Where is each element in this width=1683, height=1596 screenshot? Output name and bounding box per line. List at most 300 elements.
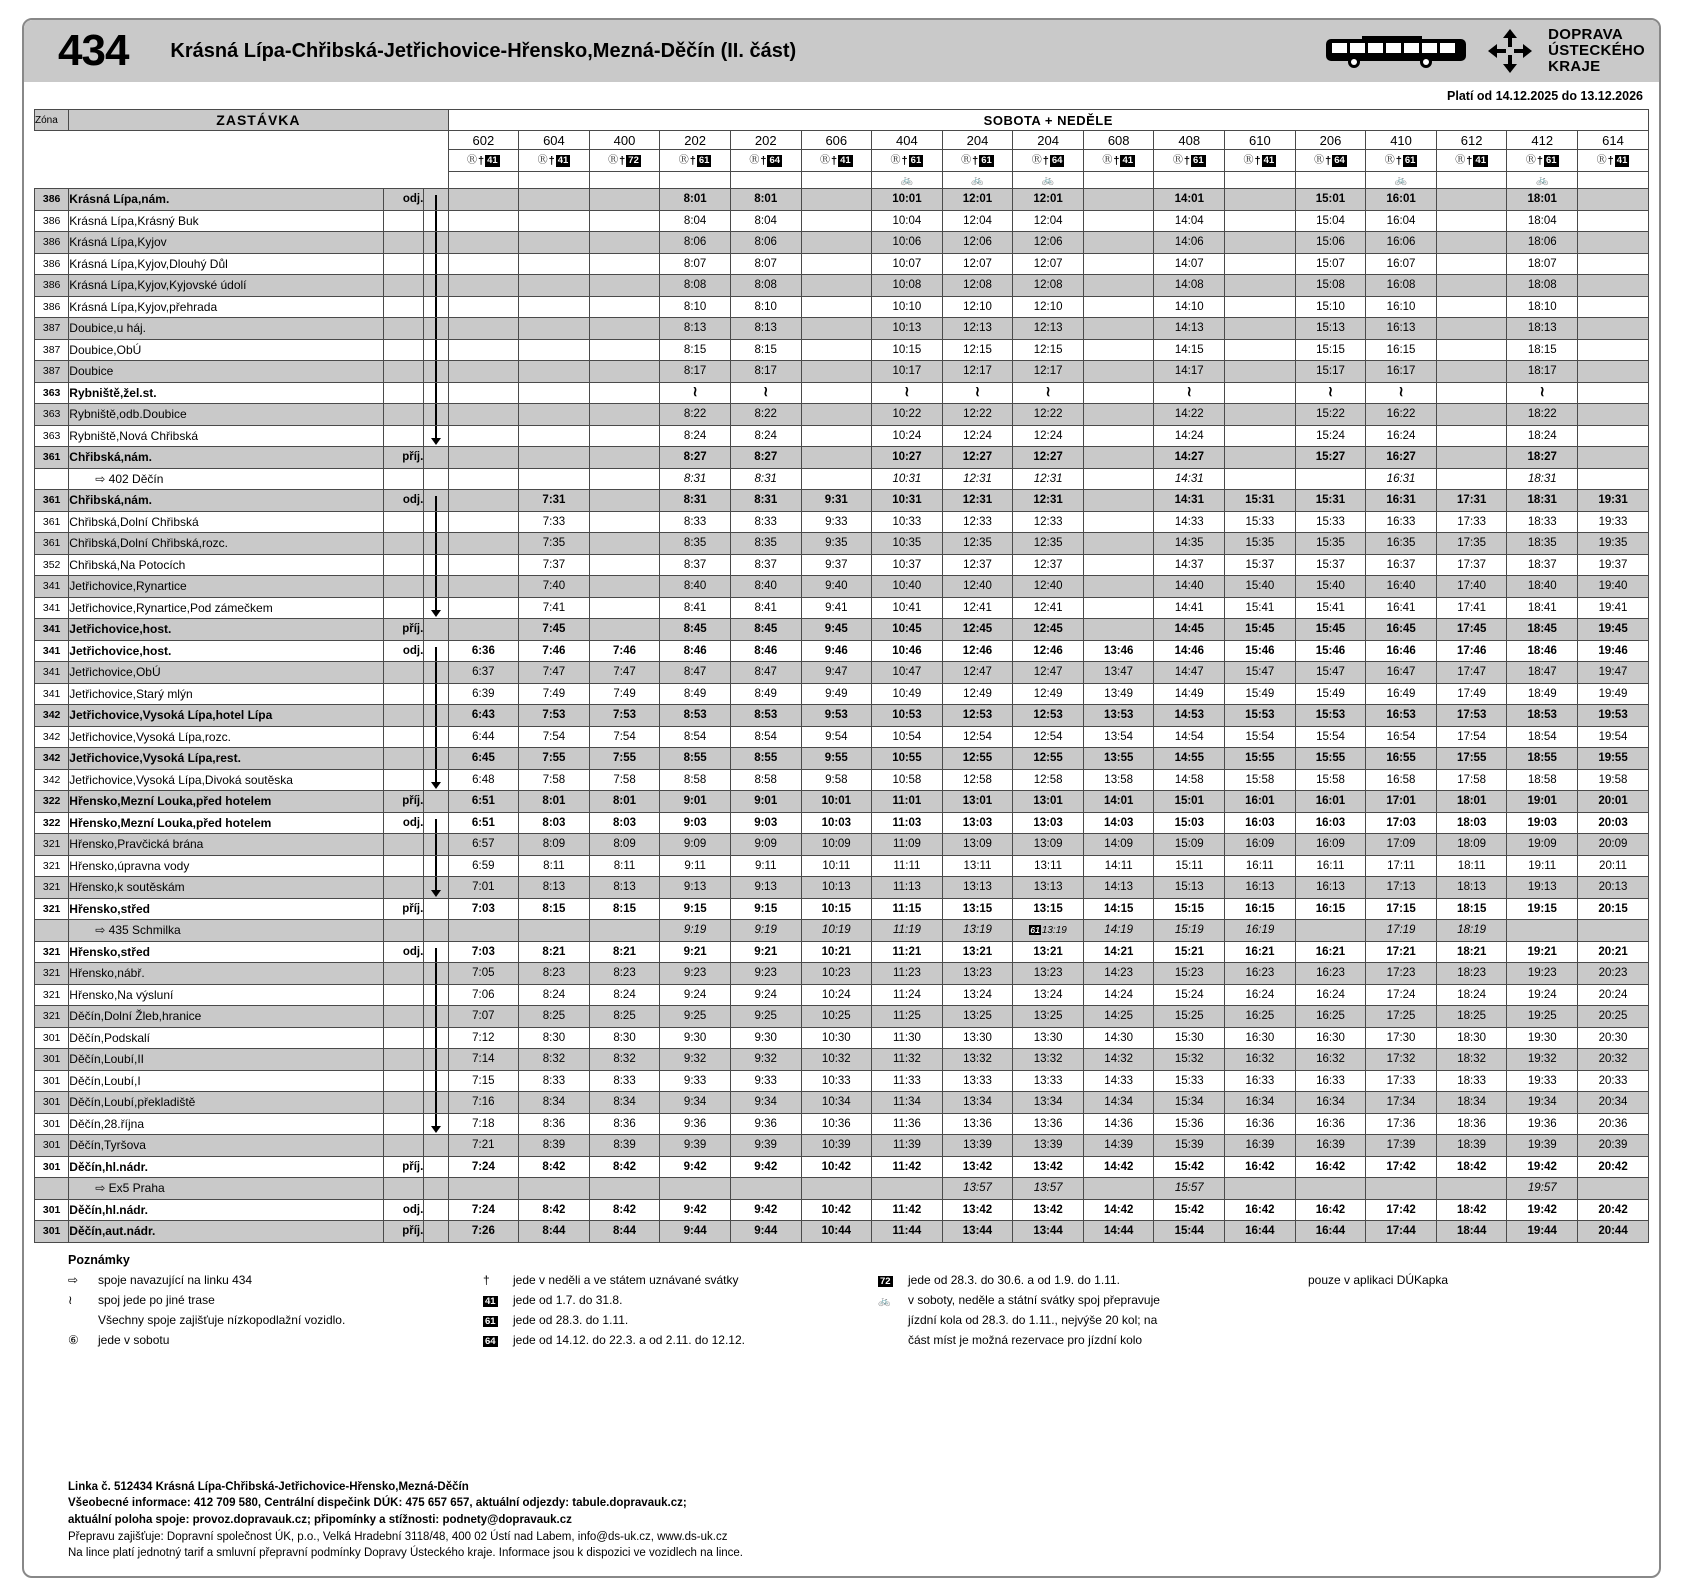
time-cell: 10:01 (801, 791, 872, 813)
time-cell: 15:37 (1295, 554, 1366, 576)
time-cell: 9:03 (730, 812, 801, 834)
time-cell: 10:30 (801, 1027, 872, 1049)
time-cell: 8:10 (730, 296, 801, 318)
time-cell: 16:03 (1225, 812, 1296, 834)
time-cell: 8:33 (519, 1070, 590, 1092)
time-cell: 7:46 (589, 640, 660, 662)
time-cell (1083, 533, 1154, 555)
time-cell: 15:42 (1154, 1156, 1225, 1178)
table-row (35, 662, 1649, 684)
time-cell: 18:23 (1436, 963, 1507, 985)
period-badge-1: 41 (557, 155, 569, 167)
route-direction-arrow (424, 662, 448, 684)
time-cell: 14:42 (1083, 1199, 1154, 1221)
time-cell: 16:15 (1225, 898, 1296, 920)
route-direction-arrow (424, 468, 448, 490)
time-cell (1083, 253, 1154, 275)
time-cell: 14:54 (1154, 726, 1225, 748)
time-cell (1083, 339, 1154, 361)
time-cell (448, 296, 519, 318)
stop-name-cell: Děčín,hl.nádr. (69, 1199, 384, 1221)
arrival-departure-marker (383, 468, 423, 490)
stop-name-cell: Hřensko,střed (69, 941, 384, 963)
time-cell: 7:12 (448, 1027, 519, 1049)
time-cell: 14:24 (1083, 984, 1154, 1006)
time-cell: 13:11 (1013, 855, 1084, 877)
table-row (35, 296, 1649, 318)
time-cell: 15:41 (1225, 597, 1296, 619)
time-cell: 12:53 (1013, 705, 1084, 727)
time-cell: 12:13 (1013, 318, 1084, 340)
time-cell: 16:49 (1366, 683, 1437, 705)
time-cell: 15:03 (1154, 812, 1225, 834)
time-cell (1295, 468, 1366, 490)
time-cell: 9:24 (660, 984, 731, 1006)
route-direction-arrow (424, 791, 448, 813)
time-cell: 14:27 (1154, 447, 1225, 469)
arrival-departure-marker (383, 834, 423, 856)
route-direction-arrow (424, 769, 448, 791)
course-symbols-16 (1578, 150, 1649, 172)
time-cell (519, 253, 590, 275)
time-cell: 11:34 (872, 1092, 943, 1114)
time-cell: 7:54 (519, 726, 590, 748)
time-cell: 9:34 (660, 1092, 731, 1114)
bicycle-icon: 🚲 (1536, 175, 1549, 186)
stop-name-cell: Krásná Lípa,Kyjov,přehrada (69, 296, 384, 318)
time-cell: 11:11 (872, 855, 943, 877)
time-cell: 6:48 (448, 769, 519, 791)
time-cell (1083, 318, 1154, 340)
saturday-icon: Ⓡ (1314, 155, 1325, 166)
arrival-departure-marker: příj. (383, 447, 423, 469)
saturday-icon: Ⓡ (1031, 155, 1042, 166)
course-symbols-8 (1013, 150, 1084, 172)
time-cell (1295, 1178, 1366, 1200)
time-cell: 17:42 (1366, 1156, 1437, 1178)
sunday-holiday-icon: † (1395, 154, 1402, 167)
time-cell: 10:19 (801, 920, 872, 942)
arrival-departure-marker (383, 576, 423, 598)
course-number-2: 400 (589, 131, 660, 150)
time-cell: 7:14 (448, 1049, 519, 1071)
arrival-departure-marker: příj. (383, 791, 423, 813)
time-cell: 15:39 (1154, 1135, 1225, 1157)
stop-name-cell: Chřibská,Dolní Chřibská,rozc. (69, 533, 384, 555)
course-number-16: 614 (1578, 131, 1649, 150)
time-cell: 18:31 (1507, 468, 1578, 490)
time-cell (730, 1178, 801, 1200)
period-badge-note: 72 (880, 1275, 891, 1287)
time-cell: 7:58 (519, 769, 590, 791)
time-cell (1083, 511, 1154, 533)
stop-name-cell: Chřibská,nám. (69, 490, 384, 512)
course-number-4: 202 (730, 131, 801, 150)
time-cell: 8:23 (519, 963, 590, 985)
arrival-departure-marker (383, 1049, 423, 1071)
time-cell: 12:22 (1013, 404, 1084, 426)
time-cell: 20:03 (1578, 812, 1649, 834)
time-cell (589, 189, 660, 211)
time-cell: 15:08 (1295, 275, 1366, 297)
stop-name-cell: Hřensko,Mezní Louka,před hotelem (69, 812, 384, 834)
time-cell: 7:15 (448, 1070, 519, 1092)
time-cell: 7:31 (519, 490, 590, 512)
arrival-departure-marker (383, 1092, 423, 1114)
time-cell: 17:31 (1436, 490, 1507, 512)
course-number-15: 412 (1507, 131, 1578, 150)
time-cell: 9:42 (730, 1156, 801, 1178)
time-cell: 13:30 (942, 1027, 1013, 1049)
logo-area (1322, 20, 1645, 82)
time-cell: 12:49 (1013, 683, 1084, 705)
route-direction-arrow (424, 877, 448, 899)
table-row (35, 1092, 1649, 1114)
time-cell: 9:19 (730, 920, 801, 942)
time-cell: 9:25 (730, 1006, 801, 1028)
time-cell: 10:03 (801, 812, 872, 834)
stop-name-cell: Jetřichovice,host. (69, 619, 384, 641)
time-cell (1578, 318, 1649, 340)
time-cell: 12:31 (942, 468, 1013, 490)
time-cell: 14:25 (1083, 1006, 1154, 1028)
time-cell (801, 1178, 872, 1200)
arrival-departure-marker (383, 1027, 423, 1049)
time-cell: 16:21 (1225, 941, 1296, 963)
time-cell: 8:10 (660, 296, 731, 318)
period-badge-note: 41 (485, 1295, 496, 1307)
time-cell: 18:08 (1507, 275, 1578, 297)
time-cell: 8:33 (660, 511, 731, 533)
stop-name-cell: Děčín,Tyršova (69, 1135, 384, 1157)
course-number-1: 604 (519, 131, 590, 150)
time-cell: 20:42 (1578, 1199, 1649, 1221)
time-cell: 10:45 (872, 619, 943, 641)
time-cell: 8:15 (730, 339, 801, 361)
time-cell: 18:41 (1507, 597, 1578, 619)
stop-name-cell: Krásná Lípa,nám. (69, 189, 384, 211)
time-cell: 13:42 (1013, 1156, 1084, 1178)
bike-marker-7 (942, 172, 1013, 189)
time-cell: 8:55 (660, 748, 731, 770)
table-row (35, 984, 1649, 1006)
time-cell (519, 382, 590, 404)
time-cell: 9:11 (660, 855, 731, 877)
time-cell: 10:58 (872, 769, 943, 791)
table-row (35, 898, 1649, 920)
time-cell: 17:19 (1366, 920, 1437, 942)
time-cell: 16:36 (1295, 1113, 1366, 1135)
route-direction-arrow (424, 253, 448, 275)
time-cell: 9:41 (801, 597, 872, 619)
time-cell: 15:11 (1154, 855, 1225, 877)
time-cell: 9:33 (730, 1070, 801, 1092)
time-cell: 6:45 (448, 748, 519, 770)
sunday-holiday-icon: † (830, 154, 838, 167)
time-cell: 18:07 (1507, 253, 1578, 275)
time-cell (801, 425, 872, 447)
table-row (35, 619, 1649, 641)
saturday-icon: Ⓡ (1596, 155, 1607, 166)
time-cell (589, 404, 660, 426)
time-cell: 8:33 (589, 1070, 660, 1092)
time-cell: 12:24 (1013, 425, 1084, 447)
table-row (35, 275, 1649, 297)
route-direction-arrow (424, 855, 448, 877)
time-cell: 18:54 (1507, 726, 1578, 748)
time-cell: 12:41 (1013, 597, 1084, 619)
time-cell: 8:54 (660, 726, 731, 748)
time-cell: 10:37 (872, 554, 943, 576)
route-direction-arrow (424, 511, 448, 533)
time-cell: 7:03 (448, 941, 519, 963)
period-badge-4: 64 (769, 155, 781, 167)
time-cell (1436, 253, 1507, 275)
arrival-departure-marker: příj. (383, 1156, 423, 1178)
time-cell: 17:15 (1366, 898, 1437, 920)
time-cell: 15:23 (1154, 963, 1225, 985)
time-cell: 18:09 (1436, 834, 1507, 856)
time-cell: 10:01 (872, 189, 943, 211)
bike-marker-5 (801, 172, 872, 189)
different-route-icon: ≀ (1327, 385, 1334, 401)
time-cell (1436, 425, 1507, 447)
route-direction-arrow (424, 361, 448, 383)
sunday-holiday-icon: † (1042, 154, 1049, 167)
time-cell: 15:46 (1225, 640, 1296, 662)
route-direction-arrow (424, 1221, 448, 1243)
course-number-11: 610 (1225, 131, 1296, 150)
time-cell: 6:51 (448, 812, 519, 834)
note-item (68, 1333, 483, 1348)
time-cell: 9:30 (730, 1027, 801, 1049)
time-cell (1578, 404, 1649, 426)
time-cell: 17:36 (1366, 1113, 1437, 1135)
time-cell (589, 210, 660, 232)
time-cell (1295, 382, 1366, 404)
time-cell (448, 361, 519, 383)
time-cell: 15:09 (1154, 834, 1225, 856)
sunday-holiday-icon: † (1183, 154, 1191, 167)
time-cell: 16:06 (1366, 232, 1437, 254)
time-cell: 14:04 (1154, 210, 1225, 232)
time-cell: 18:21 (1436, 941, 1507, 963)
route-direction-arrow (424, 554, 448, 576)
time-cell: 18:53 (1507, 705, 1578, 727)
table-row (35, 812, 1649, 834)
time-cell (801, 404, 872, 426)
bike-marker-10 (1154, 172, 1225, 189)
saturday-icon: Ⓡ (1384, 155, 1395, 166)
time-cell: 16:13 (1225, 877, 1296, 899)
stop-name-cell: ⇨ Ex5 Praha (69, 1178, 384, 1200)
route-direction-arrow (424, 189, 448, 211)
zone-cell: 341 (35, 640, 69, 662)
time-cell: 16:25 (1295, 1006, 1366, 1028)
time-cell: 9:09 (660, 834, 731, 856)
time-cell: 16:13 (1366, 318, 1437, 340)
time-cell: 8:13 (730, 318, 801, 340)
time-cell: 8:30 (519, 1027, 590, 1049)
time-cell: 9:54 (801, 726, 872, 748)
time-cell: 7:49 (589, 683, 660, 705)
time-cell: 16:13 (1295, 877, 1366, 899)
time-cell: 17:58 (1436, 769, 1507, 791)
time-cell (1578, 296, 1649, 318)
time-cell: 14:37 (1154, 554, 1225, 576)
time-cell: 9:42 (730, 1199, 801, 1221)
time-cell: 8:31 (660, 468, 731, 490)
time-cell: 16:33 (1366, 511, 1437, 533)
note-text: spoj jede po jiné trase (98, 1292, 215, 1307)
time-cell: 12:33 (1013, 511, 1084, 533)
stop-name-cell: Rybniště,odb.Doubice (69, 404, 384, 426)
saturday-icon: Ⓡ (1455, 155, 1466, 166)
time-cell: 12:27 (942, 447, 1013, 469)
time-cell: 19:46 (1578, 640, 1649, 662)
course-symbols-5 (801, 150, 872, 172)
time-cell: 15:13 (1295, 318, 1366, 340)
time-cell: 15:06 (1295, 232, 1366, 254)
note-text: část míst je možná rezervace pro jízdní kolo (908, 1333, 1143, 1347)
time-cell: 13:09 (942, 834, 1013, 856)
time-cell: 16:33 (1225, 1070, 1296, 1092)
time-cell: 18:06 (1507, 232, 1578, 254)
time-cell: 19:11 (1507, 855, 1578, 877)
zone-cell: 321 (35, 898, 69, 920)
time-cell (519, 361, 590, 383)
stop-name-cell: Rybniště,žel.st. (69, 382, 384, 404)
time-cell: 12:37 (942, 554, 1013, 576)
saturday-icon: Ⓡ (819, 155, 830, 166)
time-cell: 20:39 (1578, 1135, 1649, 1157)
time-cell: 9:35 (801, 533, 872, 555)
zone-cell: 352 (35, 554, 69, 576)
time-cell (519, 296, 590, 318)
route-direction-arrow (424, 1156, 448, 1178)
table-row (35, 1113, 1649, 1135)
table-row (35, 877, 1649, 899)
time-cell: 18:58 (1507, 769, 1578, 791)
time-cell: 12:08 (942, 275, 1013, 297)
stop-name-cell: Děčín,aut.nádr. (69, 1221, 384, 1243)
time-cell: 16:17 (1366, 361, 1437, 383)
note-text: spoje navazující na linku 434 (98, 1272, 253, 1287)
time-cell: 14:33 (1083, 1070, 1154, 1092)
time-cell: 10:27 (872, 447, 943, 469)
time-cell: 13:54 (1083, 726, 1154, 748)
time-cell: 14:39 (1083, 1135, 1154, 1157)
time-cell: 16:47 (1366, 662, 1437, 684)
table-row (35, 640, 1649, 662)
time-cell: 16:08 (1366, 275, 1437, 297)
note-item (483, 1333, 878, 1348)
time-cell (448, 619, 519, 641)
time-cell: 7:53 (519, 705, 590, 727)
course-symbols-15 (1507, 150, 1578, 172)
different-route-icon: ≀ (904, 385, 910, 401)
time-cell: 9:21 (660, 941, 731, 963)
time-cell (1507, 920, 1578, 942)
route-direction-arrow (424, 920, 448, 942)
arrival-departure-marker: odj. (383, 189, 423, 211)
time-cell: 13:34 (942, 1092, 1013, 1114)
time-cell: 9:21 (730, 941, 801, 963)
time-cell: 8:35 (660, 533, 731, 555)
time-cell (1436, 232, 1507, 254)
time-cell: 15:54 (1295, 726, 1366, 748)
time-cell: 18:40 (1507, 576, 1578, 598)
note-symbol-slot (68, 1293, 98, 1308)
time-cell: 18:39 (1436, 1135, 1507, 1157)
time-cell: 7:35 (519, 533, 590, 555)
note-text: jede od 1.7. do 31.8. (513, 1292, 623, 1307)
arrival-departure-marker (383, 726, 423, 748)
time-cell (589, 232, 660, 254)
time-cell: 12:10 (942, 296, 1013, 318)
time-cell: 17:55 (1436, 748, 1507, 770)
time-cell: 9:01 (660, 791, 731, 813)
time-cell: 12:22 (942, 404, 1013, 426)
time-cell: 16:42 (1225, 1156, 1296, 1178)
zone-cell: 386 (35, 232, 69, 254)
time-cell (448, 232, 519, 254)
time-cell: 18:10 (1507, 296, 1578, 318)
route-direction-arrow (424, 1006, 448, 1028)
time-cell: 18:19 (1436, 920, 1507, 942)
time-cell: 19:01 (1507, 791, 1578, 813)
time-cell: 8:23 (589, 963, 660, 985)
time-cell (1578, 275, 1649, 297)
time-cell: 10:11 (801, 855, 872, 877)
bike-marker-0 (448, 172, 519, 189)
time-cell: 19:34 (1507, 1092, 1578, 1114)
stop-name-cell: Jetřichovice,Rynartice,Pod zámečkem (69, 597, 384, 619)
time-cell: 9:37 (801, 554, 872, 576)
time-cell: 9:53 (801, 705, 872, 727)
time-cell: 8:34 (589, 1092, 660, 1114)
time-cell: 10:35 (872, 533, 943, 555)
different-route-icon: ≀ (692, 385, 698, 401)
time-cell: 12:47 (1013, 662, 1084, 684)
time-cell: 12:27 (1013, 447, 1084, 469)
time-cell: 17:37 (1436, 554, 1507, 576)
period-badge-6: 61 (910, 155, 922, 167)
stop-name-cell: Jetřichovice,Vysoká Lípa,Divoká soutěska (69, 769, 384, 791)
time-cell: 15:34 (1154, 1092, 1225, 1114)
time-cell: 18:24 (1436, 984, 1507, 1006)
route-direction-arrow (424, 232, 448, 254)
sunday-holiday-icon: † (1113, 154, 1120, 167)
table-row (35, 748, 1649, 770)
time-cell: 12:35 (942, 533, 1013, 555)
time-cell: 20:25 (1578, 1006, 1649, 1028)
table-row (35, 1178, 1649, 1200)
arrival-departure-marker: odj. (383, 490, 423, 512)
stop-name-cell: Chřibská,nám. (69, 447, 384, 469)
time-cell: 6:44 (448, 726, 519, 748)
time-cell: 18:03 (1436, 812, 1507, 834)
bicycle-icon: 🚲 (878, 1295, 891, 1307)
time-cell: 13:34 (1013, 1092, 1084, 1114)
note-symbol-slot (878, 1273, 908, 1288)
period-badge-11: 41 (1263, 155, 1275, 167)
time-cell (589, 597, 660, 619)
logo-line-1: DOPRAVA (1548, 25, 1624, 43)
time-cell: 12:07 (1013, 253, 1084, 275)
time-cell: 17:09 (1366, 834, 1437, 856)
time-cell: 8:03 (589, 812, 660, 834)
